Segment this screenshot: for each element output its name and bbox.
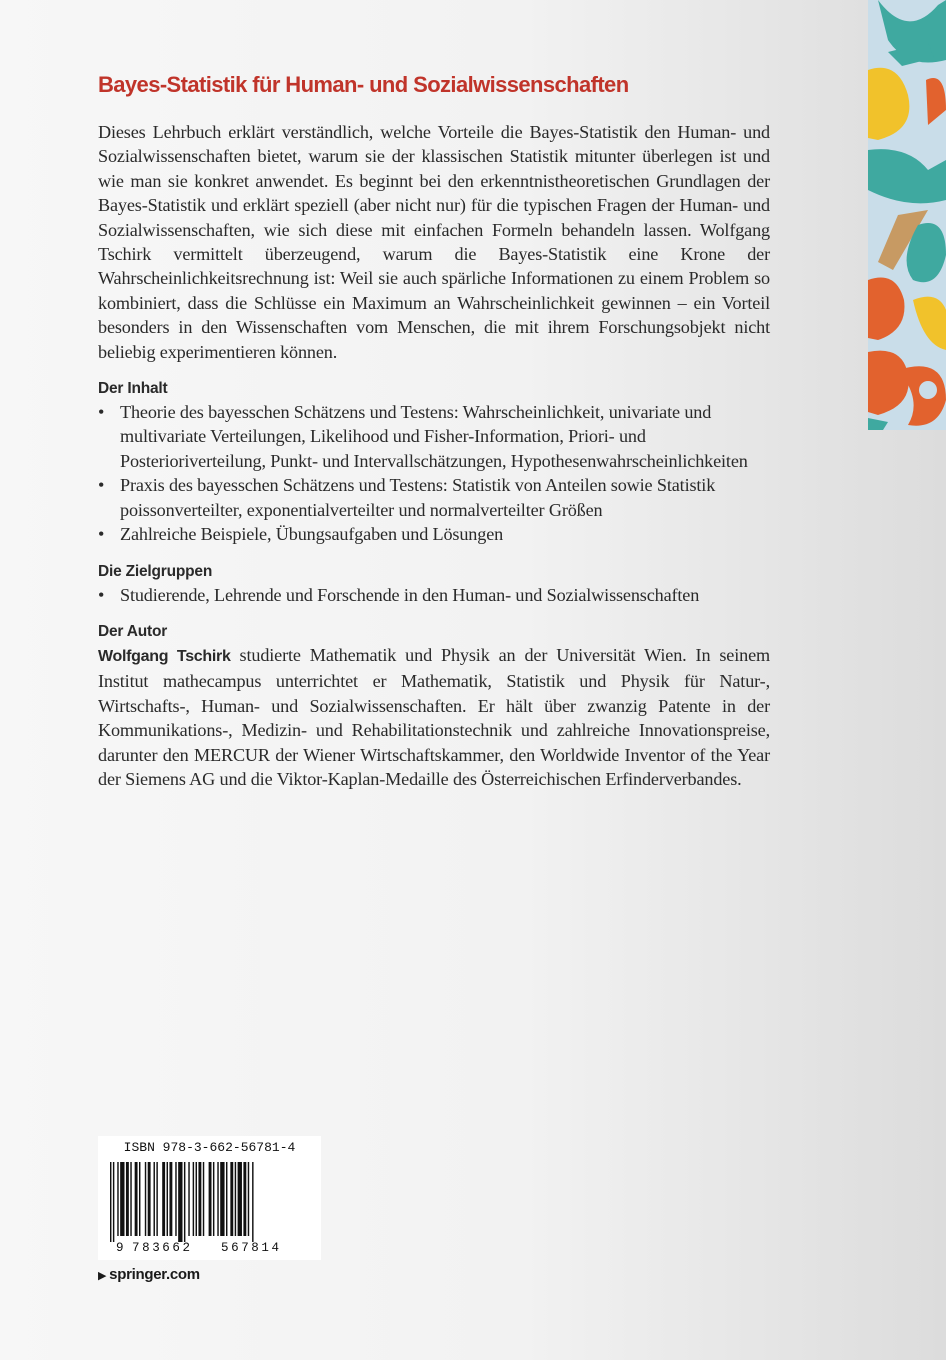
barcode-bar bbox=[126, 1162, 129, 1236]
barcode-bar bbox=[238, 1162, 242, 1236]
play-arrow-icon: ▶ bbox=[98, 1270, 107, 1282]
barcode-bar bbox=[193, 1162, 194, 1236]
list-item bbox=[98, 583, 770, 607]
barcode-bar bbox=[235, 1162, 236, 1236]
barcode-bar bbox=[169, 1162, 172, 1236]
barcode-bar bbox=[110, 1162, 111, 1242]
barcode-bar bbox=[196, 1162, 197, 1236]
barcode-bar bbox=[162, 1162, 165, 1236]
list-item-text: Zahlreiche Beispiele, Übungsaufgaben und Lösungen bbox=[120, 524, 504, 545]
author-name: Wolfgang Tschirk bbox=[98, 647, 231, 665]
barcode-bar bbox=[145, 1162, 146, 1236]
section-heading-autor: Der Autor bbox=[98, 622, 168, 640]
list-item bbox=[98, 522, 770, 546]
barcode-bar bbox=[213, 1162, 214, 1236]
bullet-icon: • bbox=[98, 524, 105, 545]
barcode-bar bbox=[135, 1162, 138, 1236]
barcode-bar bbox=[117, 1162, 118, 1236]
publisher-url[interactable] bbox=[98, 1266, 200, 1283]
section-heading-inhalt: Der Inhalt bbox=[98, 380, 168, 398]
barcode-bar bbox=[220, 1162, 224, 1236]
bullet-icon: • bbox=[98, 584, 105, 605]
back-cover-text bbox=[98, 72, 770, 791]
list-item bbox=[98, 400, 770, 473]
bullet-icon: • bbox=[98, 402, 105, 423]
zielgruppen-list bbox=[98, 583, 770, 607]
barcode-bar bbox=[175, 1162, 176, 1236]
barcode-bar bbox=[243, 1162, 246, 1236]
barcode-bar bbox=[184, 1162, 185, 1242]
isbn-label: ISBN 978-3-662-56781-4 bbox=[123, 1140, 296, 1155]
barcode-bars bbox=[110, 1162, 310, 1242]
publisher-url-text: springer.com bbox=[109, 1266, 200, 1283]
author-bio: studierte Mathematik und Physik an der Universität Wien. In seinem Institut mathecampus unterrichtet er Mathematik, Statistik und Physik für Natur-, Wirtschafts-, Human- und Sozialwissenschaften. Er hält über zwanzig Patente in der Kommunikations-, Medizin- und Rehabilitationstechnik und zahlreiche Innovationspreise, darunter den MERCUR der Wiener Wirtschaftskammer, den Worldwide Inventor of the Year der Siemens AG und die Viktor-Kaplan-Medaille des Österreichischen Erfinderverbandes. bbox=[98, 644, 770, 789]
barcode-bar bbox=[120, 1162, 124, 1236]
cover-art-strip bbox=[868, 0, 946, 430]
barcode-bar bbox=[198, 1162, 201, 1236]
barcode-bar bbox=[209, 1162, 212, 1236]
barcode-bar bbox=[248, 1162, 249, 1236]
author-paragraph bbox=[98, 643, 770, 791]
barcode-bar bbox=[226, 1162, 227, 1236]
barcode-bar bbox=[188, 1162, 189, 1236]
barcode-bar bbox=[230, 1162, 233, 1236]
barcode-bar bbox=[139, 1162, 140, 1236]
barcode-first-digit: 9 bbox=[116, 1241, 124, 1255]
list-item-text: Praxis des bayesschen Schätzens und Testens: Statistik von Anteilen sowie Statistik poissonverteilter, exponentialverteilter und normalverteilter Größen bbox=[120, 475, 716, 520]
intro-paragraph: Dieses Lehrbuch erklärt verständlich, welche Vorteile die Bayes-Statistik den Human- und Sozialwissenschaften bietet, warum sie der klassischen Statistik mitunter überlegen ist und wie man sie konkret anwendet. Es beginnt bei den erkenntnistheoretischen Grundlagen der Bayes-Statistik und erklärt speziell (aber nicht nur) für die typischen Fragen der Human- und Sozialwissenschaften, wie sich diese mit einfachen Formeln behandeln lassen. Wolfgang Tschirk vermittelt überzeugend, warum die Bayes-Statistik eine Krone der Wahrscheinlichkeitsrechnung ist: Weil sie auch spärliche Informationen zu einem Problem so kombiniert, dass die Schlüsse ein Maximum an Wahrscheinlichkeit gewinnen – ein Vorteil besonders in den Wissenschaften vom Menschen, die mit ihrem Forschungsobjekt nicht beliebig experimentieren können. bbox=[98, 122, 770, 362]
barcode-bar bbox=[154, 1162, 155, 1236]
barcode-bar bbox=[130, 1162, 131, 1236]
barcode-bar bbox=[252, 1162, 253, 1242]
barcode-bar bbox=[167, 1162, 168, 1236]
book-title: Bayes-Statistik für Human- und Sozialwissenschaften bbox=[98, 72, 629, 97]
section-heading-zielgruppen: Die Zielgruppen bbox=[98, 562, 213, 580]
isbn-barcode bbox=[98, 1136, 321, 1260]
list-item bbox=[98, 473, 770, 522]
list-item-text: Studierende, Lehrende und Forschende in den Human- und Sozialwissenschaften bbox=[120, 584, 700, 605]
bullet-icon: • bbox=[98, 475, 105, 496]
barcode-bar bbox=[178, 1162, 182, 1242]
list-item-text: Theorie des bayesschen Schätzens und Testens: Wahrscheinlichkeit, univariate und multivariate Verteilungen, Likelihood und Fisher-Information, Priori- und Posterioriverteilung, Punkt- und Intervallschätzungen, Hypothesenwahrscheinlichkeiten bbox=[120, 402, 748, 471]
barcode-bar bbox=[148, 1162, 151, 1236]
barcode-bar bbox=[217, 1162, 218, 1236]
decorative-numbers-art bbox=[868, 0, 946, 430]
barcode-left-digits: 783662 bbox=[132, 1241, 193, 1255]
inhalt-list bbox=[98, 400, 770, 546]
barcode-bar bbox=[113, 1162, 114, 1242]
barcode-bar bbox=[203, 1162, 204, 1236]
barcode-right-digits: 567814 bbox=[221, 1241, 282, 1255]
barcode-bar bbox=[156, 1162, 157, 1236]
